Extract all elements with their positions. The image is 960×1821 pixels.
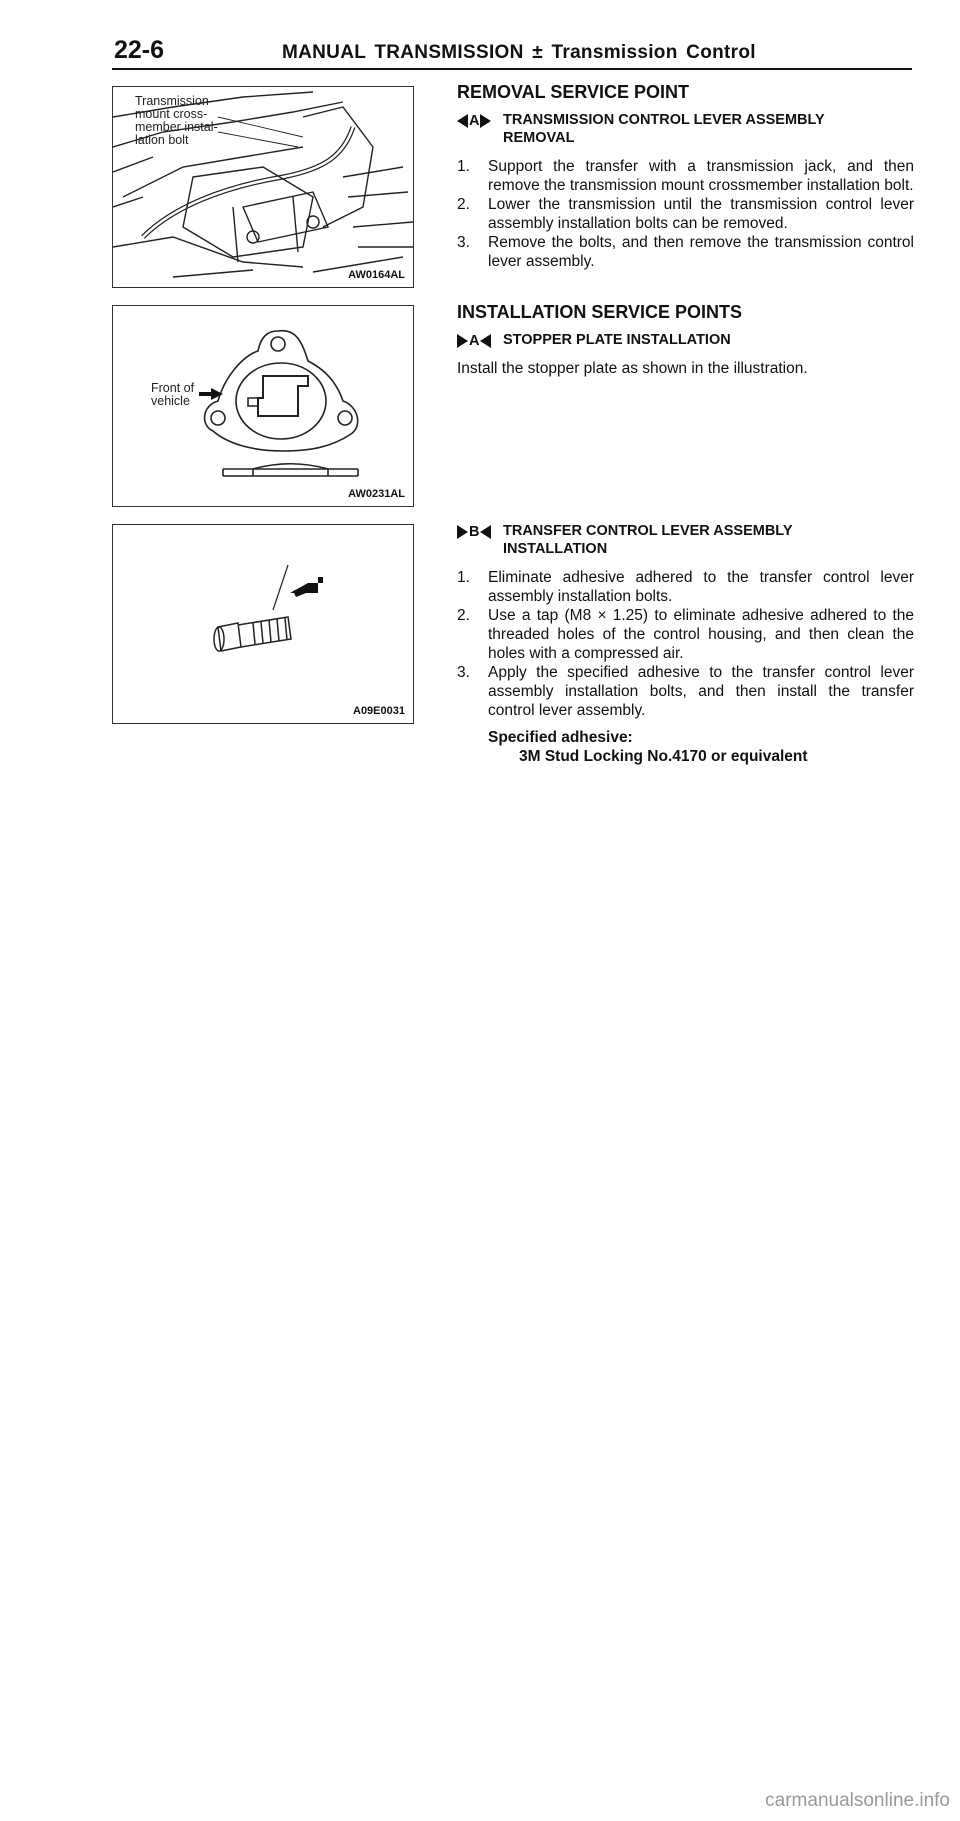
figure-code: AW0231AL: [348, 488, 405, 500]
installation-subheading-b: B TRANSFER CONTROL LEVER ASSEMBLY INSTALLATION: [457, 522, 914, 558]
triangle-right-icon: [457, 334, 468, 348]
removal-subheading: A TRANSMISSION CONTROL LEVER ASSEMBLY REMOVAL: [457, 111, 914, 147]
figure-transmission-mount: [112, 86, 414, 288]
figure-bolt-adhesive: [112, 524, 414, 724]
triangle-left-icon: [457, 114, 468, 128]
list-item: 1. Support the transfer with a transmission jack, and then remove the transmission mount crossmember installation bolt.: [457, 158, 914, 194]
list-item: 2. Use a tap (M8 × 1.25) to eliminate adhesive adhered to the threaded holes of the control housing, and then clean the holes with a compressed air.: [457, 607, 914, 662]
page-number: 22-6: [114, 36, 165, 64]
stopper-plate-instruction: Install the stopper plate as shown in the illustration.: [457, 360, 808, 377]
bolt-illustration: [113, 525, 413, 723]
triangle-right-icon: [457, 525, 468, 539]
page-header: [112, 36, 912, 70]
spec-label: Specified adhesive:: [488, 729, 633, 746]
watermark: carmanualsonline.info: [765, 1790, 950, 1811]
service-mark-a: A: [457, 112, 491, 130]
triangle-left-icon: [480, 334, 491, 348]
figure-code: A09E0031: [353, 705, 405, 717]
figure-stopper-plate: [112, 305, 414, 507]
service-mark-a: A: [457, 332, 491, 350]
callout-mount-bolt: Transmission mount cross- member instal- lation bolt: [135, 94, 218, 147]
list-item: 1. Eliminate adhesive adhered to the transfer control lever assembly installation bolts.: [457, 569, 914, 605]
section-title: MANUAL TRANSMISSION ± Transmission Control: [282, 42, 756, 63]
installation-section: [457, 302, 914, 378]
service-mark-b: B: [457, 523, 491, 541]
triangle-right-icon: [480, 114, 491, 128]
removal-heading: REMOVAL SERVICE POINT: [457, 82, 690, 102]
removal-section: [457, 82, 914, 271]
installation-b-section: [457, 522, 914, 766]
triangle-left-icon: [480, 525, 491, 539]
callout-front-of-vehicle: Front of vehicle: [151, 381, 195, 408]
list-item: 3. Remove the bolts, and then remove the transmission control lever assembly.: [457, 234, 914, 270]
list-item: 2. Lower the transmission until the transmission control lever assembly installation bolts can be removed.: [457, 196, 914, 232]
list-item: 3. Apply the specified adhesive to the transfer control lever assembly installation bolts, and then install the transfer control lever assembly.: [457, 664, 914, 719]
figure-code: AW0164AL: [348, 269, 405, 281]
installation-b-steps: [457, 568, 914, 720]
removal-steps: [457, 157, 914, 271]
spec-value: 3M Stud Locking No.4170 or equivalent: [519, 748, 808, 765]
installation-subheading-a: A STOPPER PLATE INSTALLATION: [457, 331, 914, 349]
installation-heading: INSTALLATION SERVICE POINTS: [457, 302, 743, 322]
